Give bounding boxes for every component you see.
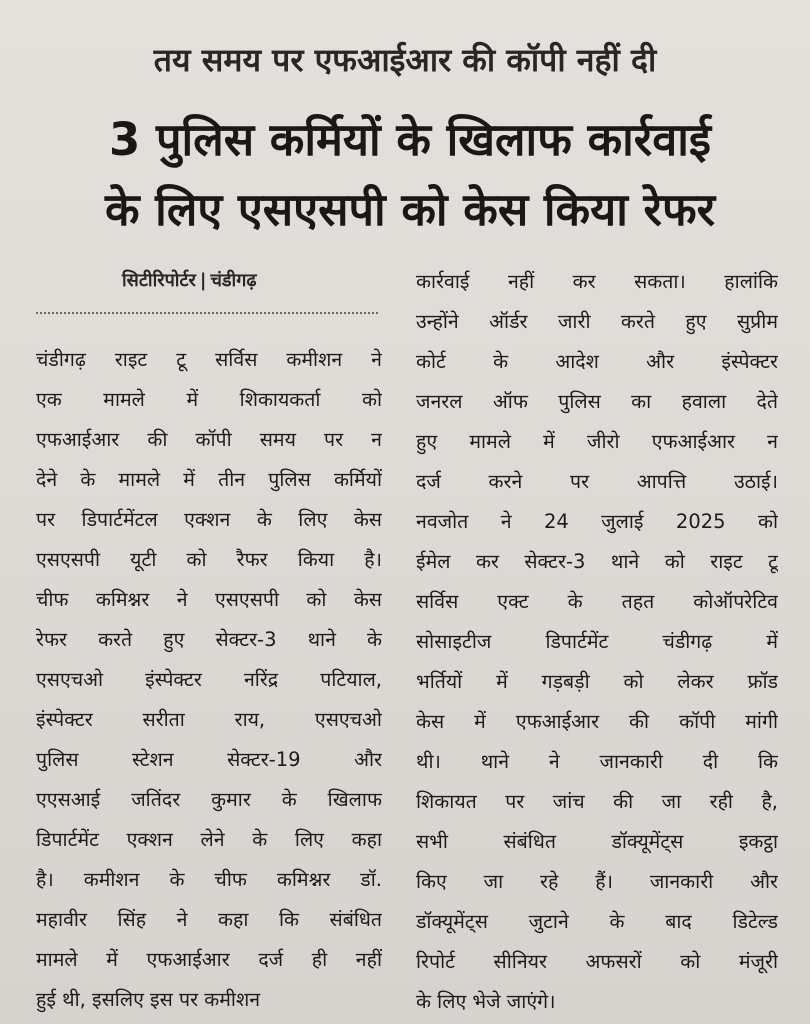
- article-text-line: हुए मामले में जीरो एफआईआर न: [416, 430, 778, 453]
- article-text-line: पर डिपार्टमेंटल एक्शन के लिए केस: [36, 508, 382, 531]
- article-text-line: है। कमीशन के चीफ कमिश्नर डॉ.: [36, 868, 382, 891]
- article-text-line: देने के मामले में तीन पुलिस कर्मियों: [36, 468, 382, 491]
- article-text-line: महावीर सिंह ने कहा कि संबंधित: [36, 908, 382, 931]
- article-text-line: नवजोत ने 24 जुलाई 2025 को: [416, 510, 778, 533]
- article-text-line: एसएचओ इंस्पेक्टर नरिंद्र पटियाल,: [36, 668, 382, 691]
- article-text-line: भर्तियों में गड़बड़ी को लेकर फ्रॉड: [416, 670, 778, 693]
- article-kicker: तय समय पर एफआईआर की कॉपी नहीं दी: [153, 41, 657, 79]
- byline-city: चंडीगढ़: [210, 270, 257, 291]
- byline-divider: [36, 312, 378, 314]
- article-text-line: उन्होंने ऑर्डर जारी करते हुए सुप्रीम: [416, 310, 778, 333]
- article-left-column: [36, 340, 382, 1020]
- headline-line-1: 3 पुलिस कर्मियों के खिलाफ कार्रवाई: [109, 113, 711, 166]
- article-text-line: रेफर करते हुए सेक्टर-3 थाने के: [36, 628, 382, 651]
- article-text-line: डिपार्टमेंट एक्शन लेने के लिए कहा: [36, 828, 382, 851]
- article-text-line: सभी संबंधित डॉक्यूमेंट्स इकट्ठा: [416, 830, 778, 853]
- article-text-line: के लिए भेजे जाएंगे।: [416, 990, 556, 1013]
- article-text-line: जनरल ऑफ पुलिस का हवाला देते: [416, 390, 778, 413]
- article-text-line: सर्विस एक्ट के तहत कोऑपरेटिव: [416, 590, 778, 613]
- article-text-line: एक मामले में शिकायकर्ता को: [36, 388, 382, 411]
- article-text-line: इंस्पेक्टर सरीता राय, एसएचओ: [36, 708, 382, 731]
- article-right-column: [416, 262, 778, 1022]
- article-text-line: दर्ज करने पर आपत्ति उठाई।: [416, 470, 778, 493]
- article-text-line: एएसआई जतिंदर कुमार के खिलाफ: [36, 788, 382, 811]
- article-text-line: कोर्ट के आदेश और इंस्पेक्टर: [416, 350, 778, 373]
- article-text-line: सोसाइटीज डिपार्टमेंट चंडीगढ़ में: [416, 630, 778, 653]
- article-text-line: डॉक्यूमेंट्स जुटाने के बाद डिटेल्ड: [416, 910, 778, 933]
- article-text-line: एफआईआर की कॉपी समय पर न: [36, 428, 382, 451]
- article-text-line: कार्रवाई नहीं कर सकता। हालांकि: [416, 270, 778, 293]
- article-text-line: पुलिस स्टेशन सेक्टर-19 और: [36, 748, 382, 771]
- byline: [122, 268, 257, 292]
- article-text-line: चीफ कमिश्नर ने एसएसपी को केस: [36, 588, 382, 611]
- byline-author: सिटीरिपोर्टर: [122, 270, 196, 291]
- byline-separator: |: [199, 270, 207, 291]
- article-text-line: हुई थी, इसलिए इस पर कमीशन: [36, 988, 261, 1011]
- article-text-line: किए जा रहे हैं। जानकारी और: [416, 870, 778, 893]
- article-text-line: ईमेल कर सेक्टर-3 थाने को राइट टू: [416, 550, 778, 573]
- article-text-line: चंडीगढ़ राइट टू सर्विस कमीशन ने: [36, 348, 382, 371]
- article-text-line: केस में एफआईआर की कॉपी मांगी: [416, 710, 778, 733]
- article-text-line: रिपोर्ट सीनियर अफसरों को मंजूरी: [416, 950, 778, 973]
- article-text-line: एसएसपी यूटी को रैफर किया है।: [36, 548, 382, 571]
- article-text-line: थी। थाने ने जानकारी दी कि: [416, 750, 778, 773]
- headline-line-2: के लिए एसएसपी को केस किया रेफर: [104, 183, 716, 236]
- article-text-line: मामले में एफआईआर दर्ज ही नहीं: [36, 948, 382, 971]
- article-text-line: शिकायत पर जांच की जा रही है,: [416, 790, 778, 813]
